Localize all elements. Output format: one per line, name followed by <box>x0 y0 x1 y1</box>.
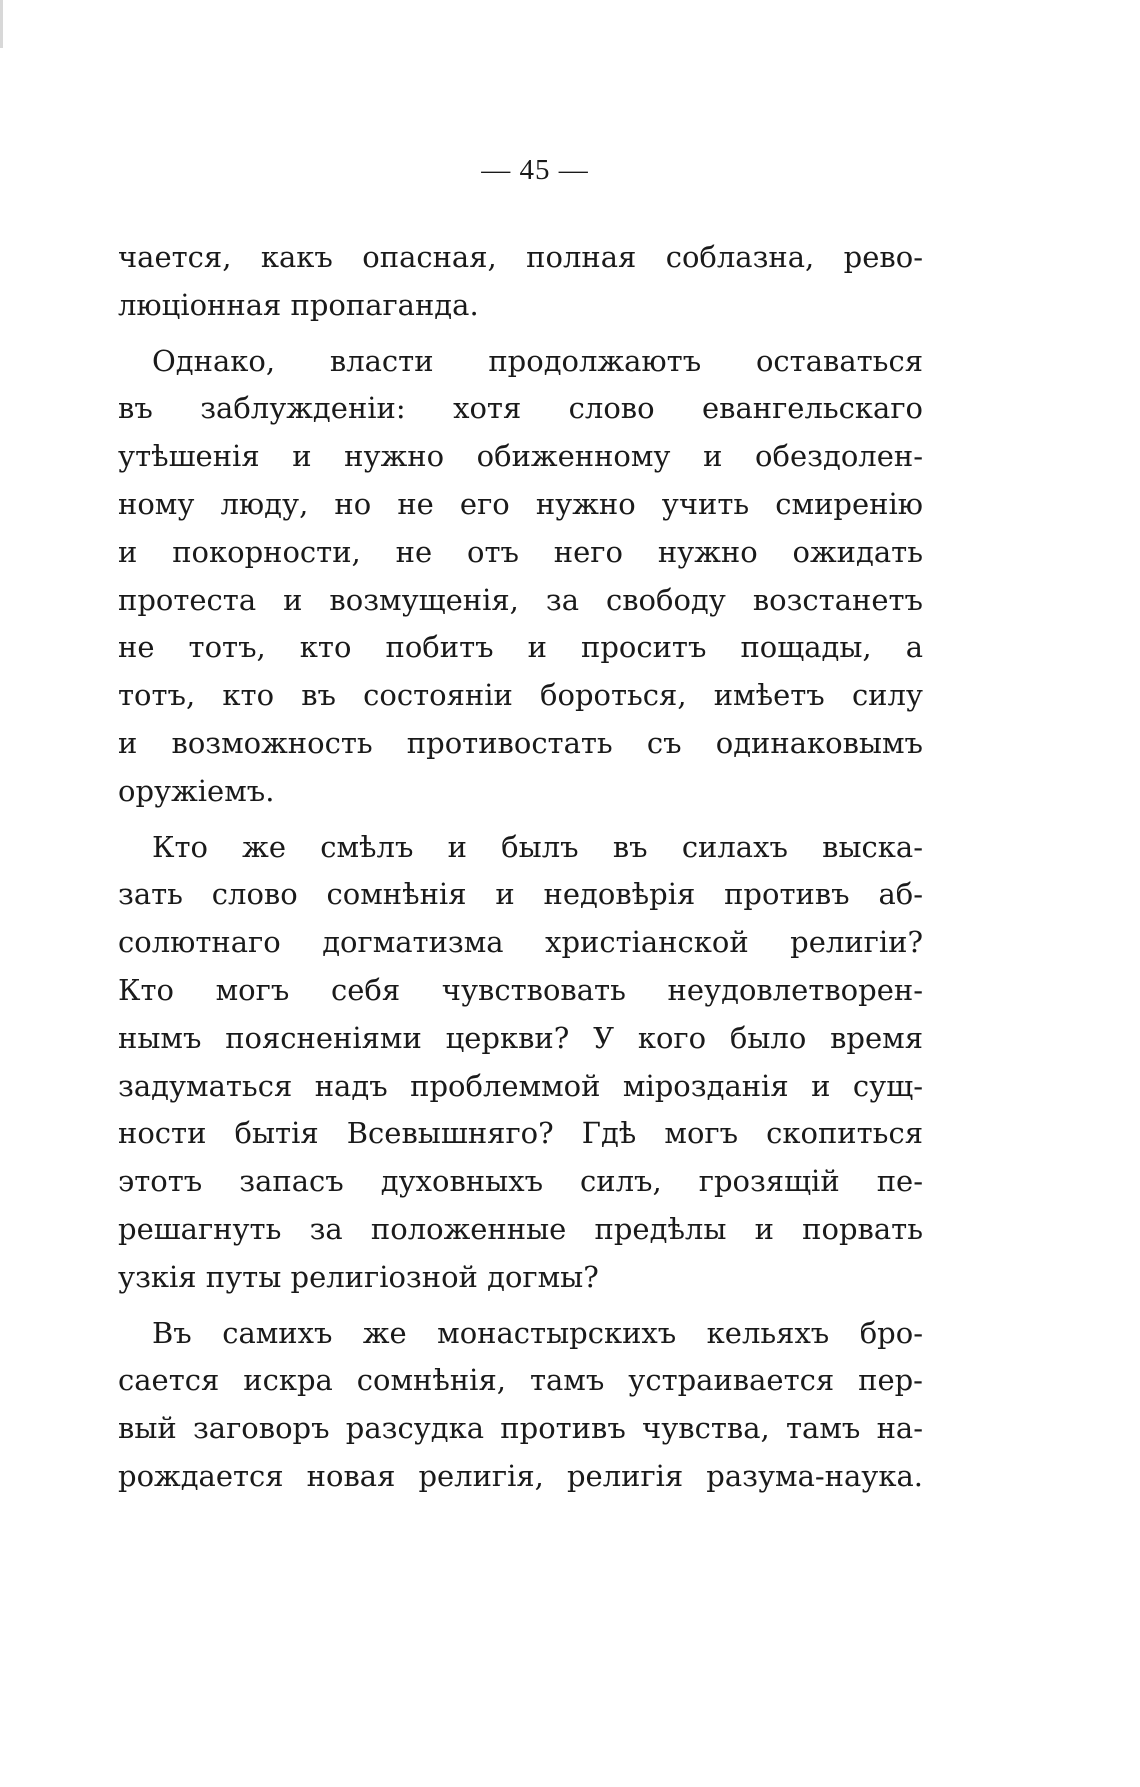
text-line: задуматься надъ проблеммой мірозданія и сущ- <box>118 1068 923 1103</box>
text-line: Въ самихъ же монастырскихъ кельяхъ бро- <box>152 1315 923 1350</box>
text-line: оружіемъ. <box>118 773 275 808</box>
text-line: солютнаго догматизма христіанской религіи? <box>118 925 923 960</box>
body-text <box>118 234 923 1509</box>
text-line: Кто могъ себя чувствовать неудовлетворен- <box>118 972 923 1007</box>
text-line: вый заговоръ разсудка противъ чувства, тамъ на- <box>118 1411 923 1446</box>
text-line: люціонная пропаганда. <box>118 287 479 322</box>
paragraph-3 <box>118 824 923 1302</box>
text-line: Однако, власти продолжаютъ оставаться <box>152 343 923 378</box>
text-line: и покорности, не отъ него нужно ожидать <box>118 534 923 569</box>
text-line: ному люду, но не его нужно учить смиренію <box>118 486 923 521</box>
paragraph-4 <box>118 1310 923 1501</box>
paragraph-2 <box>118 338 923 816</box>
page-edge-mark <box>0 0 3 48</box>
text-line: и возможность противостать съ одинаковымъ <box>118 725 923 760</box>
text-line: Кто же смѣлъ и былъ въ силахъ выска- <box>152 829 923 864</box>
text-line: решагнуть за положенные предѣлы и порвать <box>118 1211 923 1246</box>
text-line: сается искра сомнѣнія, тамъ устраивается пер- <box>118 1363 923 1398</box>
text-line: рождается новая религія, религія разума-наука. <box>118 1458 923 1493</box>
text-line: чается, какъ опасная, полная соблазна, рево- <box>118 240 923 274</box>
text-line: утѣшенія и нужно обиженному и обездолен- <box>118 439 923 474</box>
text-line: этотъ запасъ духовныхъ силъ, грозящій пе- <box>118 1164 923 1199</box>
text-line: протеста и возмущенія, за свободу возстанетъ <box>118 582 923 617</box>
text-line: ности бытія Всевышняго? Гдѣ могъ скопиться <box>118 1116 923 1151</box>
text-line: узкія путы религіозной догмы? <box>118 1259 599 1294</box>
text-line: не тотъ, кто побитъ и проситъ пощады, а <box>118 630 923 665</box>
text-line: въ заблужденіи: хотя слово евангельскаго <box>118 391 923 426</box>
text-line: нымъ поясненіями церкви? У кого было время <box>118 1020 923 1055</box>
text-line: тотъ, кто въ состояніи бороться, имѣетъ силу <box>118 678 923 713</box>
text-line: зать слово сомнѣнія и недовѣрія противъ аб- <box>118 877 923 912</box>
paragraph-1 <box>118 234 923 330</box>
page-number: — 45 — <box>481 154 589 186</box>
